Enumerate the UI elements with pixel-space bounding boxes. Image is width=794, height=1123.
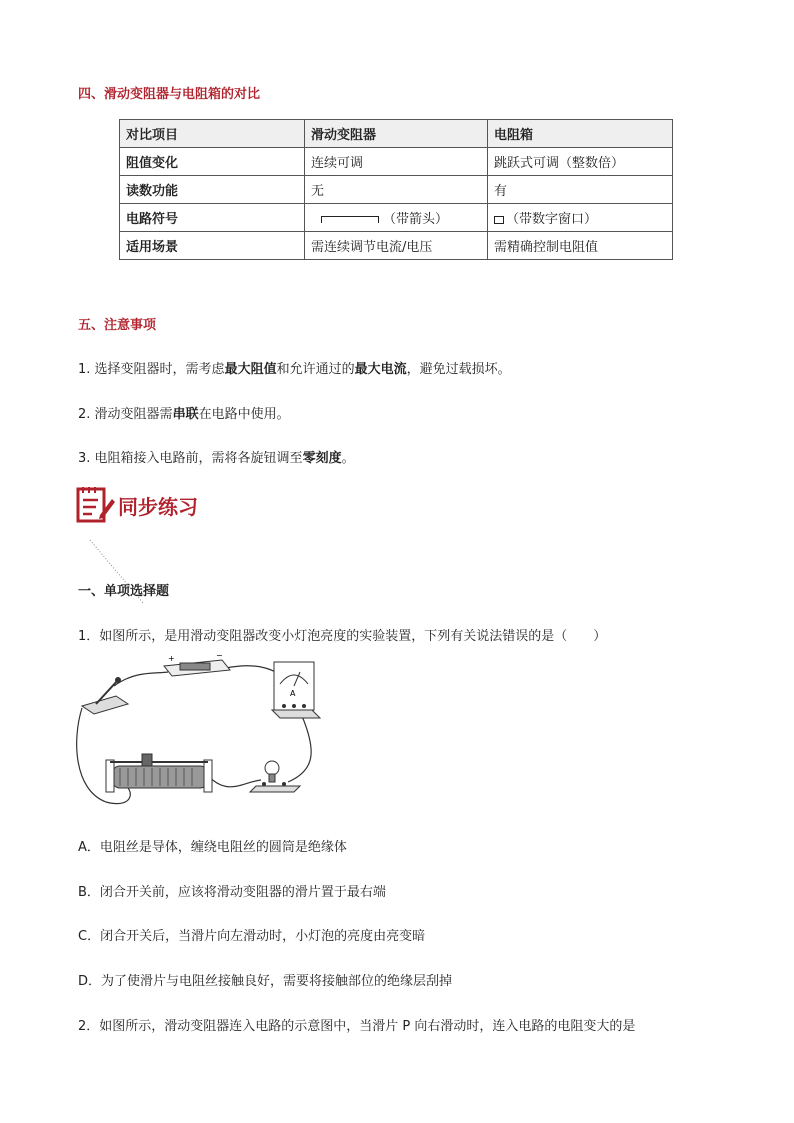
table-cell: 适用场景 (120, 232, 305, 260)
ammeter-icon (272, 662, 320, 718)
table-row (120, 204, 673, 232)
option-c: C．闭合开关后，当滑片向左滑动时，小灯泡的亮度由亮变暗 (78, 929, 426, 944)
table-cell: 需连续调节电流/电压 (305, 232, 488, 260)
table-cell: 跳跃式可调（整数倍） (488, 148, 673, 176)
note-number: 2. (78, 407, 91, 422)
note-text: 在电路中使用。 (198, 407, 290, 422)
table-header-cell: 对比项目 (120, 120, 305, 148)
table-cell: 需精确控制电阻值 (488, 232, 673, 260)
section-5-title: 五、注意事项 (78, 318, 157, 333)
light-bulb-icon (250, 761, 300, 792)
table-header-cell: 电阻箱 (488, 120, 673, 148)
table-cell: 阻值变化 (120, 148, 305, 176)
note-number: 1. (78, 362, 91, 377)
knife-switch-icon (82, 677, 128, 714)
note-text: 选择变阻器时，需考虑 (94, 362, 225, 377)
table-cell: 电路符号 (120, 204, 305, 232)
table-cell: 连续可调 (305, 148, 488, 176)
section-4-title: 四、滑动变阻器与电阻箱的对比 (78, 87, 261, 102)
table-cell-text: （带数字窗口） (506, 212, 598, 227)
table-header-cell: 滑动变阻器 (305, 120, 488, 148)
svg-text:+: + (168, 654, 175, 663)
note-text: 和允许通过的 (276, 362, 355, 377)
note-item (78, 358, 511, 377)
table-cell-text: （带箭头） (383, 212, 449, 227)
practice-banner-title: 同步练习 (118, 495, 198, 519)
table-header-row (120, 120, 673, 148)
note-bold-text: 串联 (172, 407, 199, 422)
table-cell: 无 (305, 176, 488, 204)
comparison-table (119, 119, 673, 260)
table-row (120, 176, 673, 204)
table-cell (488, 204, 673, 232)
table-cell (305, 204, 488, 232)
option-a: A．电阻丝是导体，缠绕电阻丝的圆筒是绝缘体 (78, 840, 347, 855)
rheostat-symbol-icon (321, 216, 379, 223)
sliding-rheostat-icon (106, 754, 212, 792)
table-row (120, 148, 673, 176)
note-bold-text: 零刻度 (302, 451, 342, 466)
note-bold-text: 最大阻值 (224, 362, 277, 377)
option-b: B．闭合开关前，应该将滑动变阻器的滑片置于最右端 (78, 885, 386, 900)
note-text: ，避免过载损坏。 (406, 362, 511, 377)
notebook-pencil-icon (76, 485, 116, 525)
note-text: 滑动变阻器需 (94, 407, 173, 422)
question-1-stem: 1．如图所示，是用滑动变阻器改变小灯泡亮度的实验装置，下列有关说法错误的是（ ） (78, 629, 607, 644)
note-item (78, 447, 355, 466)
note-number: 3. (78, 451, 91, 466)
option-d: D．为了使滑片与电阻丝接触良好，需要将接触部位的绝缘层刮掉 (78, 974, 453, 989)
svg-text:−: − (216, 651, 223, 660)
resistance-box-symbol-icon (494, 216, 504, 224)
note-text: 电阻箱接入电路前，需将各旋钮调至 (94, 451, 303, 466)
table-cell: 读数功能 (120, 176, 305, 204)
practice-banner (76, 485, 226, 525)
circuit-apparatus-figure (76, 650, 326, 810)
note-item (78, 403, 290, 422)
table-row (120, 232, 673, 260)
note-text: 。 (341, 451, 355, 466)
svg-text:A: A (290, 689, 296, 698)
question-2-stem: 2．如图所示，滑动变阻器连入电路的示意图中，当滑片 P 向右滑动时，连入电路的电阻变大的是 (78, 1019, 636, 1034)
battery-icon (164, 651, 230, 676)
note-bold-text: 最大电流 (354, 362, 407, 377)
question-type-heading: 一、单项选择题 (78, 584, 170, 599)
table-cell: 有 (488, 176, 673, 204)
